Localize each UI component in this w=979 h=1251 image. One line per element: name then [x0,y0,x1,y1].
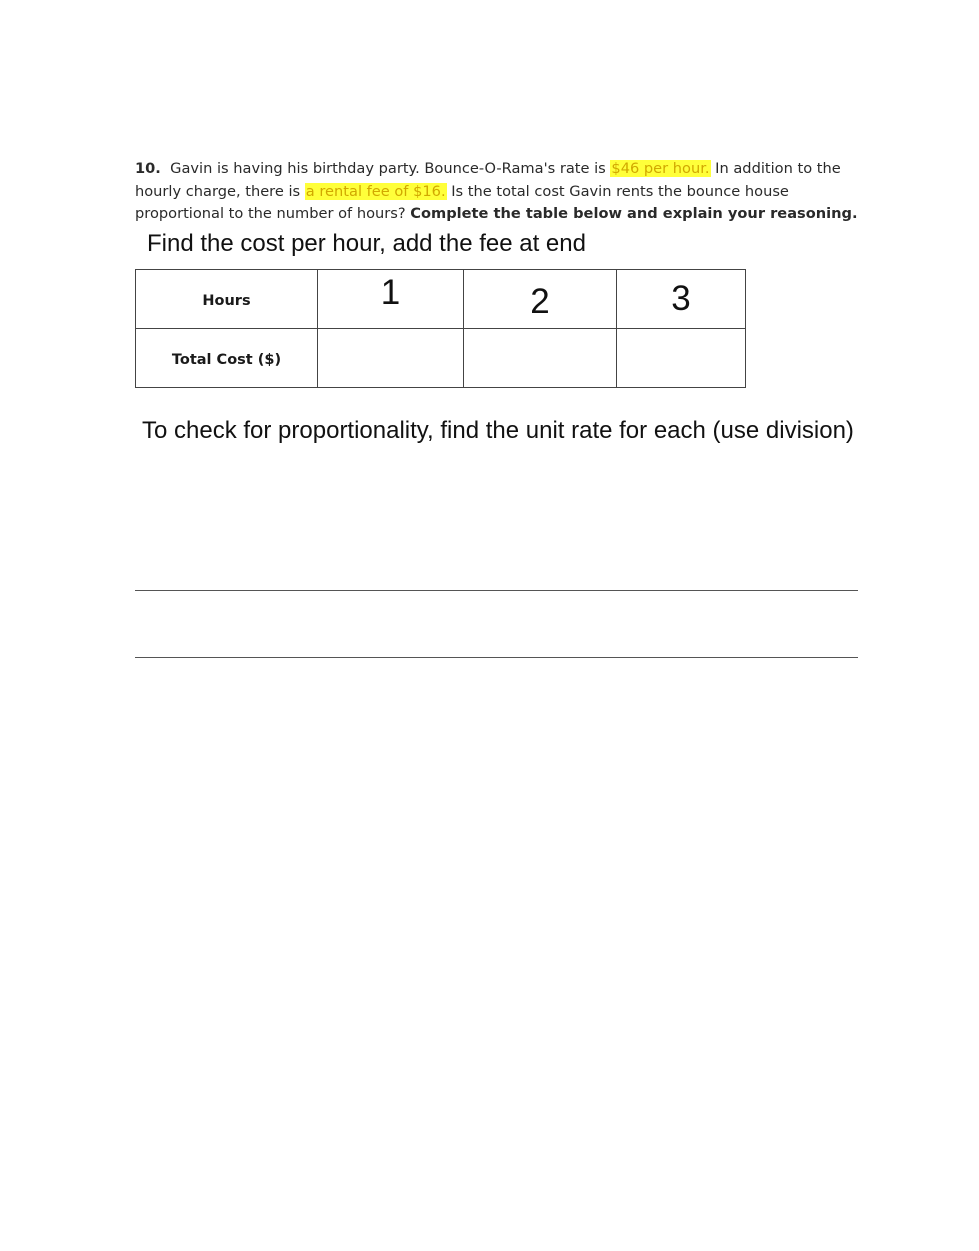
table-cell-label [136,329,318,388]
table-cell-cost[interactable] [617,329,746,388]
hour-value: 3 [671,279,691,318]
hour-value: 1 [380,273,401,312]
table-row-total-cost [136,329,746,388]
problem-number: 10. [135,160,161,177]
highlight-rental-fee: a rental fee of $16. [305,182,446,200]
table-cell-hour [464,270,617,329]
row-label-hours: Hours [202,292,251,309]
note-cost-per-hour: Find the cost per hour, add the fee at end [147,230,586,257]
table-row-hours [136,270,746,329]
problem-text-part1: Gavin is having his birthday party. Bounce-O-Rama's rate is [170,160,606,177]
highlight-rate: $46 per hour. [611,160,710,177]
row-label-total-cost: Total Cost ($) [171,351,282,368]
answer-line[interactable] [135,657,858,658]
hours-cost-table [135,269,746,388]
table-cell-label [136,270,318,329]
answer-line[interactable] [135,590,858,591]
problem-statement [135,158,870,226]
table-cell-cost[interactable] [464,329,617,388]
table-cell-hour [318,270,464,329]
note-proportionality: To check for proportionality, find the unit rate for each (use division) [142,417,854,444]
problem-text-part2: In addition to the hourly charge, there is [135,160,841,200]
hour-value: 2 [530,282,550,321]
table-cell-cost[interactable] [318,329,464,388]
problem-text-part3: Is the total cost Gavin rents the bounce house proportional to the number of hours? [135,182,789,222]
table-cell-hour [617,270,746,329]
problem-instruction: Complete the table below and explain your reasoning. [410,205,858,222]
